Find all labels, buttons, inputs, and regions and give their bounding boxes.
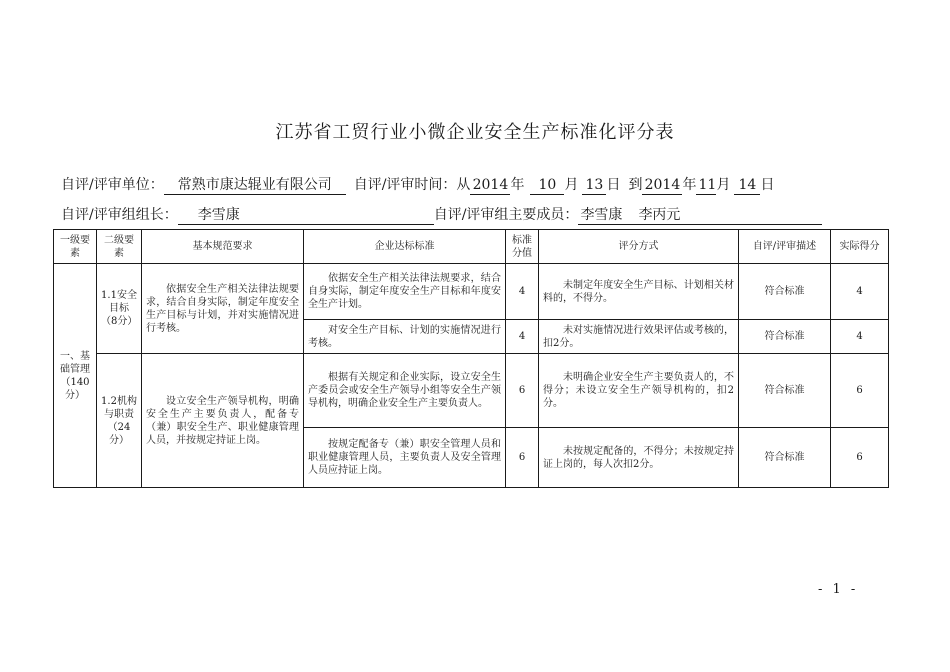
header-cell: 基本规范要求 (142, 230, 304, 264)
end-month-char: 月 (716, 177, 731, 193)
actual-score-cell: 4 (831, 264, 889, 320)
category-cell: 一、基础管理（140分） (54, 264, 97, 488)
table-row (54, 354, 889, 428)
end-month: 11 (698, 177, 717, 193)
basic-requirement-cell: 设立安全生产领导机构，明确安全生产主要负责人，配备专（兼）职安全生产、职业健康管理人员，并按规定持证上岗。 (142, 354, 304, 488)
end-year-char: 年 (682, 177, 697, 193)
end-day: 14 (734, 176, 760, 195)
desc-cell: 符合标准 (739, 354, 831, 428)
start-day: 13 (582, 176, 606, 195)
header-cell: 评分方式 (539, 230, 739, 264)
desc-cell: 符合标准 (739, 428, 831, 488)
actual-score-cell: 4 (831, 320, 889, 354)
header-cell: 企业达标标准 (304, 230, 506, 264)
table-header-row (54, 230, 889, 264)
member-1: 李雪康 (580, 207, 623, 223)
standard-cell: 按规定配备专（兼）职安全管理人员和职业健康管理人员，主要负责人及安全管理人员应持证上岗。 (304, 428, 506, 488)
table-row (54, 264, 889, 320)
header-cell: 实际得分 (831, 230, 889, 264)
sub-element-cell: 1.1安全目标（8分） (97, 264, 142, 354)
standard-cell: 根据有关规定和企业实际，设立安全生产委员会或安全生产领导小组等安全生产领导机构，明确企业安全生产主要负责人。 (304, 354, 506, 428)
members-label: 自评/评审组主要成员： (433, 207, 579, 223)
header-cell: 自评/评审描述 (739, 230, 831, 264)
header-cell: 一级要素 (54, 230, 97, 264)
header-cell: 标准分值 (506, 230, 539, 264)
page-title: 江苏省工贸行业小微企业安全生产标准化评分表 (275, 122, 675, 143)
start-day-char: 日 (606, 177, 621, 193)
standard-cell: 依据安全生产相关法律法规要求，结合自身实际，制定年度安全生产目标和年度安全生产计划。 (304, 264, 506, 320)
start-month-char: 月 (564, 177, 579, 193)
start-year: 2014 (470, 176, 510, 195)
time-label: 自评/评审时间：从 (353, 177, 471, 193)
info-line-team (61, 206, 822, 225)
member-2: 李丙元 (638, 207, 681, 223)
info-line-unit-time (61, 176, 774, 195)
score-cell: 4 (506, 320, 539, 354)
members-value (578, 206, 822, 225)
end-year: 2014 (642, 176, 682, 195)
method-cell: 未制定年度安全生产目标、计划相关材料的，不得分。 (539, 264, 739, 320)
actual-score-cell: 6 (831, 428, 889, 488)
start-month: 10 (530, 176, 564, 195)
leader-value: 李雪康 (178, 206, 434, 225)
to-char: 到 (628, 177, 643, 193)
actual-score-cell: 6 (831, 354, 889, 428)
method-cell: 未按规定配备的，不得分；未按规定持证上岗的，每人次扣2分。 (539, 428, 739, 488)
score-cell: 4 (506, 264, 539, 320)
end-day-char: 日 (760, 177, 775, 193)
leader-label: 自评/评审组组长： (61, 207, 178, 223)
score-table (53, 229, 889, 488)
unit-value: 常熟市康达辊业有限公司 (164, 176, 346, 195)
desc-cell: 符合标准 (739, 264, 831, 320)
basic-requirement-cell: 依据安全生产相关法律法规要求，结合自身实际，制定年度安全生产目标与计划，并对实施情况进行考核。 (142, 264, 304, 354)
standard-cell: 对安全生产目标、计划的实施情况进行考核。 (304, 320, 506, 354)
page-number: - 1 - (818, 582, 859, 597)
header-cell: 二级要素 (97, 230, 142, 264)
sub-element-cell: 1.2机构与职责（24分） (97, 354, 142, 488)
method-cell: 未对实施情况进行效果评估或考核的，扣2分。 (539, 320, 739, 354)
score-cell: 6 (506, 354, 539, 428)
desc-cell: 符合标准 (739, 320, 831, 354)
unit-label: 自评/评审单位： (61, 177, 164, 193)
method-cell: 未明确企业安全生产主要负责人的，不得分；未设立安全生产领导机构的，扣2分。 (539, 354, 739, 428)
score-cell: 6 (506, 428, 539, 488)
start-year-char: 年 (510, 177, 525, 193)
